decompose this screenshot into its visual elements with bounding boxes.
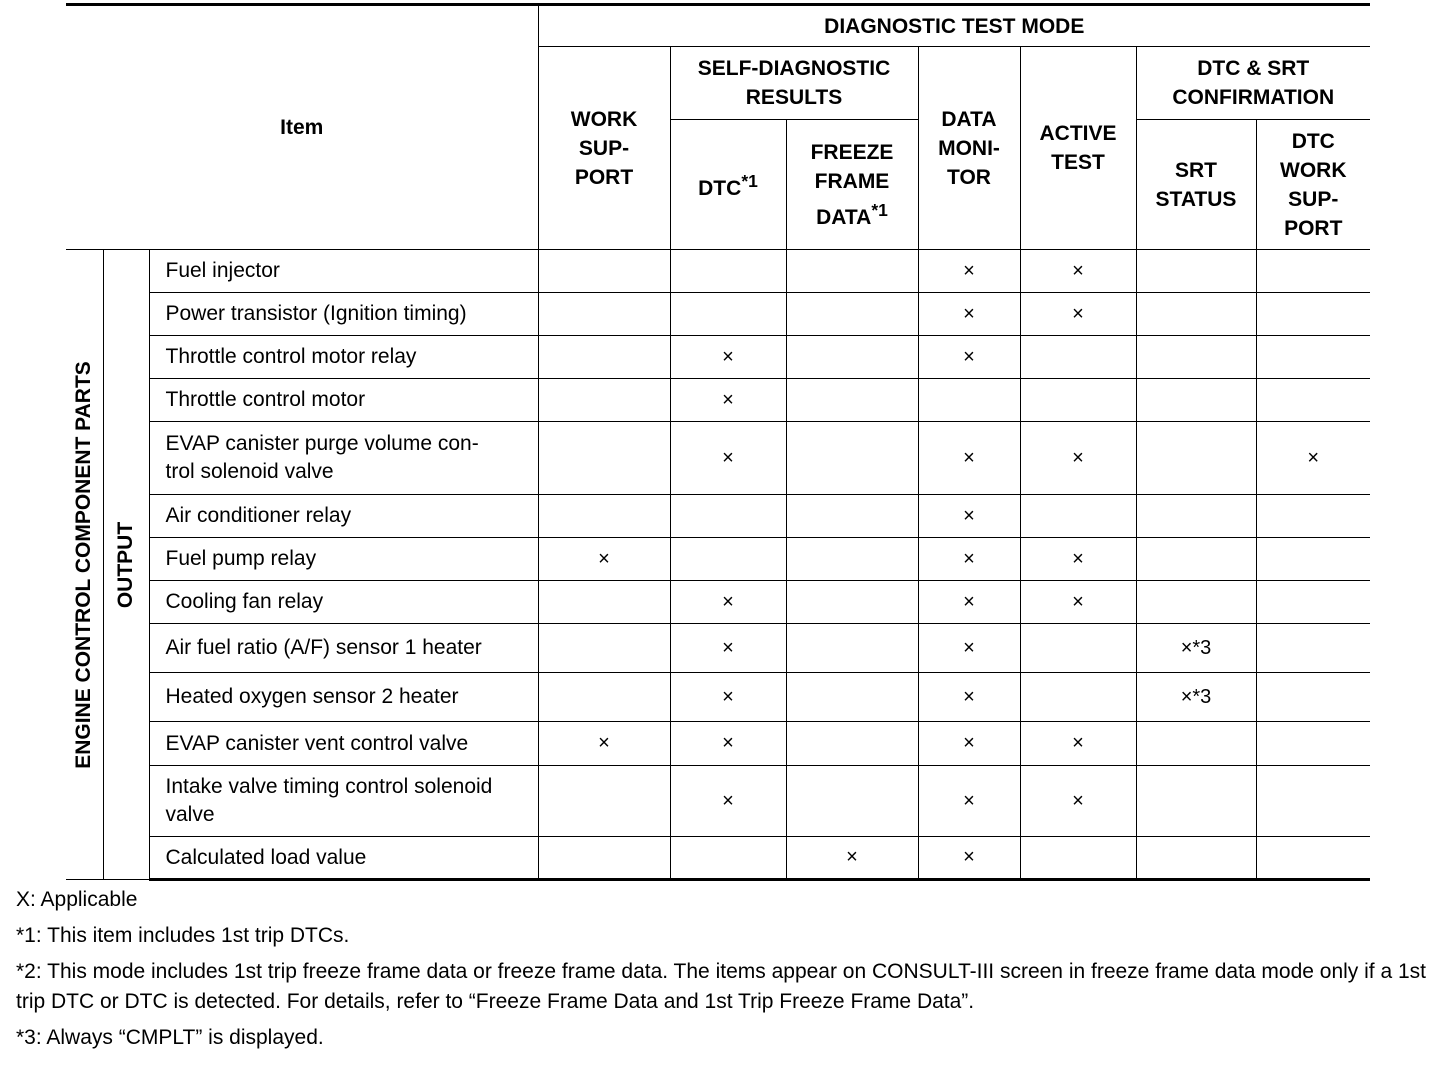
header-item: Item — [66, 5, 538, 250]
cell-freeze-frame — [786, 336, 918, 379]
table-row — [66, 673, 1370, 722]
header-diagnostic-test-mode: DIAGNOSTIC TEST MODE — [538, 5, 1370, 47]
footnotes — [16, 885, 1431, 1059]
cell-data-monitor: × — [918, 837, 1020, 880]
item-name: EVAP canister vent control valve — [149, 722, 538, 766]
table-row — [66, 379, 1370, 422]
item-name: Intake valve timing control solenoid valve — [149, 766, 538, 837]
cell-dtc-work-support — [1256, 250, 1370, 293]
cell-freeze-frame — [786, 250, 918, 293]
cell-freeze-frame — [786, 422, 918, 495]
item-name: Air conditioner relay — [149, 495, 538, 538]
cell-srt-status — [1136, 250, 1256, 293]
cell-active-test — [1020, 379, 1136, 422]
cell-work-support — [538, 336, 670, 379]
cell-data-monitor: × — [918, 293, 1020, 336]
table-row — [66, 837, 1370, 880]
cell-dtc-work-support — [1256, 766, 1370, 837]
cell-work-support: × — [538, 722, 670, 766]
cell-data-monitor: × — [918, 766, 1020, 837]
cell-data-monitor: × — [918, 581, 1020, 624]
table-row — [66, 722, 1370, 766]
cell-freeze-frame: × — [786, 837, 918, 880]
cell-work-support — [538, 422, 670, 495]
header-dtc-srt-confirmation: DTC & SRT CONFIRMATION — [1136, 47, 1370, 120]
cell-dtc: × — [670, 336, 786, 379]
cell-data-monitor: × — [918, 250, 1020, 293]
cell-srt-status — [1136, 379, 1256, 422]
cell-data-monitor: × — [918, 495, 1020, 538]
subgroup-label-text: OUTPUT — [114, 521, 137, 608]
cell-active-test — [1020, 336, 1136, 379]
cell-active-test — [1020, 673, 1136, 722]
table-body — [66, 250, 1370, 880]
table-row — [66, 538, 1370, 581]
cell-work-support — [538, 673, 670, 722]
cell-dtc-work-support — [1256, 837, 1370, 880]
table-row — [66, 495, 1370, 538]
cell-data-monitor: × — [918, 624, 1020, 673]
group-label — [66, 250, 103, 880]
header-freeze-footnote: *1 — [871, 199, 888, 220]
cell-srt-status — [1136, 837, 1256, 880]
cell-data-monitor: × — [918, 422, 1020, 495]
cell-active-test: × — [1020, 538, 1136, 581]
header-active-test: ACTIVE TEST — [1020, 47, 1136, 250]
header-dtc-label: DTC — [698, 176, 742, 200]
item-name: EVAP canister purge volume con- trol solenoid valve — [149, 422, 538, 495]
cell-freeze-frame — [786, 581, 918, 624]
item-name: Cooling fan relay — [149, 581, 538, 624]
cell-dtc: × — [670, 722, 786, 766]
item-name: Calculated load value — [149, 837, 538, 880]
cell-freeze-frame — [786, 722, 918, 766]
table-row — [66, 422, 1370, 495]
cell-data-monitor: × — [918, 336, 1020, 379]
cell-dtc: × — [670, 673, 786, 722]
cell-active-test: × — [1020, 581, 1136, 624]
header-self-diagnostic-results: SELF-DIAGNOSTIC RESULTS — [670, 47, 918, 120]
cell-freeze-frame — [786, 379, 918, 422]
cell-data-monitor: × — [918, 673, 1020, 722]
cell-dtc: × — [670, 379, 786, 422]
cell-work-support — [538, 293, 670, 336]
table-row — [66, 624, 1370, 673]
cell-dtc — [670, 495, 786, 538]
item-name: Fuel injector — [149, 250, 538, 293]
item-name: Power transistor (Ignition timing) — [149, 293, 538, 336]
cell-dtc — [670, 538, 786, 581]
cell-work-support — [538, 581, 670, 624]
cell-active-test — [1020, 837, 1136, 880]
cell-dtc-work-support — [1256, 379, 1370, 422]
header-data-monitor: DATA MONI- TOR — [918, 47, 1020, 250]
cell-dtc-work-support — [1256, 581, 1370, 624]
item-name: Air fuel ratio (A/F) sensor 1 heater — [149, 624, 538, 673]
table-row — [66, 336, 1370, 379]
cell-srt-status — [1136, 422, 1256, 495]
cell-dtc-work-support — [1256, 538, 1370, 581]
cell-dtc — [670, 250, 786, 293]
cell-srt-status: ×*3 — [1136, 624, 1256, 673]
note-1: *1: This item includes 1st trip DTCs. — [16, 924, 350, 947]
header-freeze-label: FREEZE FRAME DATA — [810, 140, 894, 229]
header-dtc-work-support: DTC WORK SUP- PORT — [1256, 120, 1370, 250]
table-row — [66, 766, 1370, 837]
header-srt-status: SRT STATUS — [1136, 120, 1256, 250]
cell-dtc: × — [670, 581, 786, 624]
cell-dtc-work-support — [1256, 495, 1370, 538]
cell-srt-status — [1136, 581, 1256, 624]
cell-dtc — [670, 293, 786, 336]
cell-data-monitor: × — [918, 722, 1020, 766]
cell-srt-status: ×*3 — [1136, 673, 1256, 722]
cell-freeze-frame — [786, 495, 918, 538]
cell-dtc-work-support: × — [1256, 422, 1370, 495]
note-2: *2: This mode includes 1st trip freeze frame data or freeze frame data. The items appear on CONSULT-III screen in freeze frame data mode only if a 1st trip DTC or DTC is detected. For details, refer to “Freeze Frame Data and 1st Trip Freeze Frame Data”. — [16, 960, 1427, 1013]
header-dtc — [670, 120, 786, 250]
cell-srt-status — [1136, 293, 1256, 336]
table-row — [66, 293, 1370, 336]
note-applicable: X: Applicable — [16, 888, 138, 911]
cell-dtc: × — [670, 766, 786, 837]
note-3: *3: Always “CMPLT” is displayed. — [16, 1026, 324, 1049]
cell-srt-status — [1136, 336, 1256, 379]
cell-srt-status — [1136, 538, 1256, 581]
item-name: Fuel pump relay — [149, 538, 538, 581]
cell-freeze-frame — [786, 293, 918, 336]
subgroup-label — [103, 250, 149, 880]
cell-data-monitor — [918, 379, 1020, 422]
cell-freeze-frame — [786, 766, 918, 837]
cell-active-test: × — [1020, 422, 1136, 495]
cell-active-test — [1020, 624, 1136, 673]
cell-dtc-work-support — [1256, 293, 1370, 336]
header-work-support: WORK SUP- PORT — [538, 47, 670, 250]
cell-active-test: × — [1020, 722, 1136, 766]
cell-work-support — [538, 495, 670, 538]
cell-work-support — [538, 379, 670, 422]
item-name: Heated oxygen sensor 2 heater — [149, 673, 538, 722]
cell-dtc — [670, 837, 786, 880]
cell-srt-status — [1136, 766, 1256, 837]
cell-dtc: × — [670, 422, 786, 495]
cell-work-support — [538, 766, 670, 837]
diagnostic-mode-table — [66, 3, 1370, 881]
cell-work-support: × — [538, 538, 670, 581]
header-dtc-footnote: *1 — [741, 170, 758, 191]
cell-dtc-work-support — [1256, 673, 1370, 722]
cell-dtc: × — [670, 624, 786, 673]
cell-dtc-work-support — [1256, 624, 1370, 673]
cell-data-monitor: × — [918, 538, 1020, 581]
cell-srt-status — [1136, 495, 1256, 538]
header-freeze-frame-data — [786, 120, 918, 250]
cell-freeze-frame — [786, 673, 918, 722]
group-label-text: ENGINE CONTROL COMPONENT PARTS — [72, 360, 96, 769]
cell-active-test: × — [1020, 293, 1136, 336]
cell-active-test — [1020, 495, 1136, 538]
cell-active-test: × — [1020, 766, 1136, 837]
item-name: Throttle control motor — [149, 379, 538, 422]
cell-active-test: × — [1020, 250, 1136, 293]
cell-srt-status — [1136, 722, 1256, 766]
cell-work-support — [538, 837, 670, 880]
cell-work-support — [538, 624, 670, 673]
cell-work-support — [538, 250, 670, 293]
table-row — [66, 581, 1370, 624]
cell-dtc-work-support — [1256, 336, 1370, 379]
cell-freeze-frame — [786, 624, 918, 673]
cell-freeze-frame — [786, 538, 918, 581]
cell-dtc-work-support — [1256, 722, 1370, 766]
item-name: Throttle control motor relay — [149, 336, 538, 379]
table-row — [66, 250, 1370, 293]
